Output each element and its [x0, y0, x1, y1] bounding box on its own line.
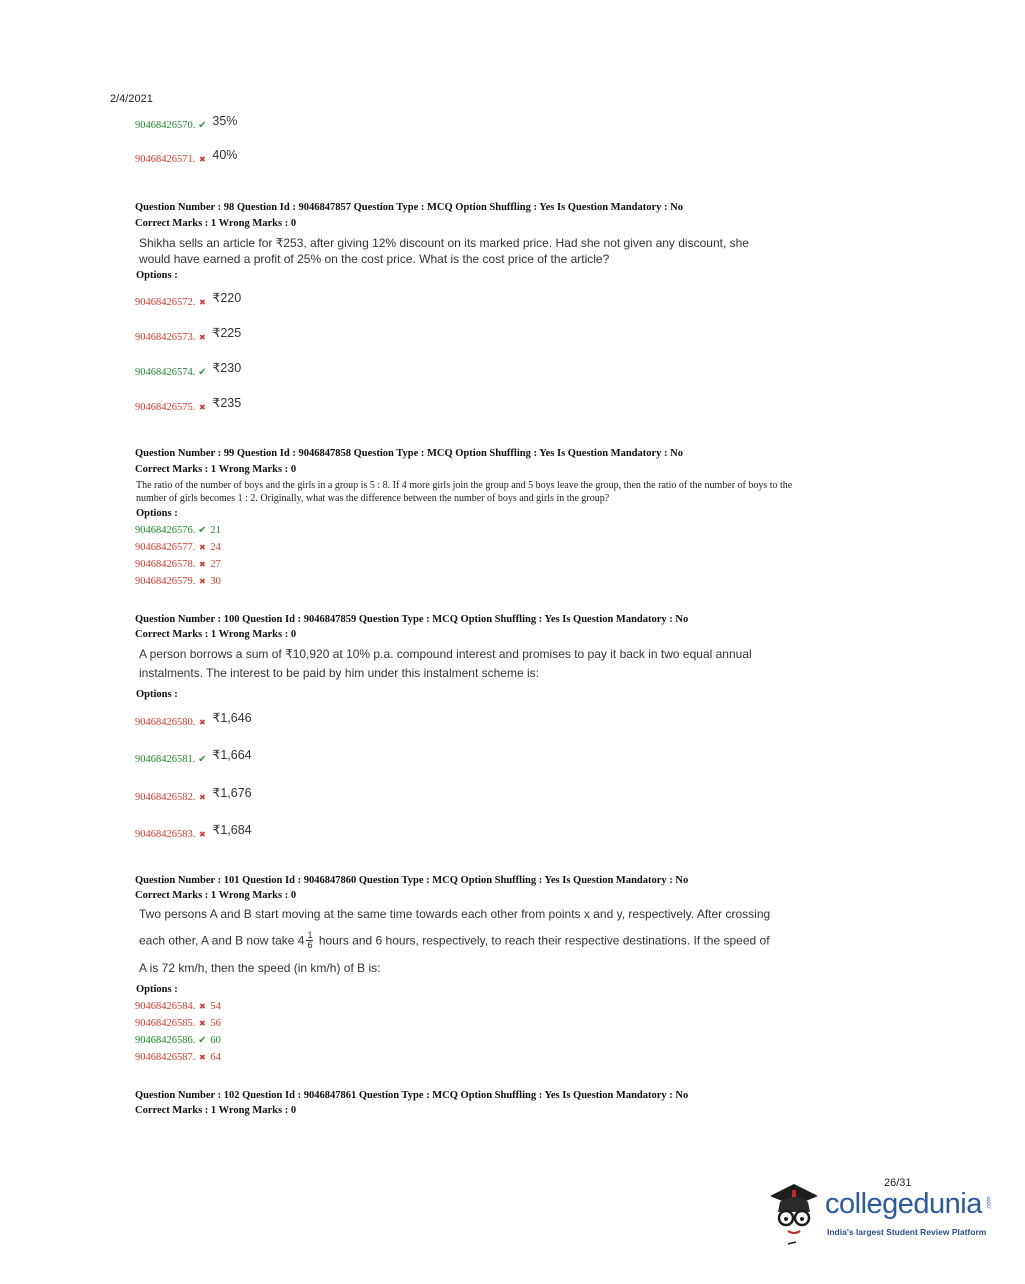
question-text-part: hours and 6 hours, respectively, to reach their respective destinations. If the speed of	[318, 933, 770, 948]
question-text: instalments. The interest to be paid by him under this instalment scheme is:	[139, 666, 539, 680]
check-icon: ✔	[198, 754, 207, 765]
option-id: 90468426587.	[135, 1052, 196, 1063]
option-value: ₹1,664	[212, 748, 252, 762]
option-id: 90468426572.	[135, 297, 196, 308]
option-row	[135, 713, 252, 728]
mascot-logo-icon	[766, 1178, 826, 1248]
question-text: Shikha sells an article for ₹253, after giving 12% discount on its marked price. Had she not given any discount, she	[139, 236, 749, 250]
option-value: 54	[210, 1001, 221, 1012]
check-icon: ✔	[198, 367, 207, 378]
option-value: 56	[210, 1018, 221, 1029]
option-row	[135, 1035, 221, 1046]
option-value: ₹1,676	[212, 786, 252, 800]
option-row	[135, 293, 241, 308]
question-text: number of girls becomes 1 : 2. Originally, what was the difference between the number of boys and girls in the group?	[136, 493, 610, 504]
cross-icon: ✖	[199, 793, 206, 802]
question-text: Two persons A and B start moving at the same time towards each other from points x and y, respectively. After crossing	[139, 907, 771, 921]
option-row	[135, 825, 252, 840]
option-id: 90468426577.	[135, 542, 196, 553]
option-id: 90468426585.	[135, 1018, 196, 1029]
option-id: 90468426581.	[135, 754, 196, 765]
question-header: Question Number : 101 Question Id : 9046847860 Question Type : MCQ Option Shuffling : Yes Is Question Mandatory : No	[135, 875, 689, 886]
cross-icon: ✖	[199, 577, 206, 586]
page-number: 26/31	[884, 1177, 912, 1189]
brand-domain: .com	[986, 1196, 993, 1210]
option-value: 30	[210, 576, 221, 587]
brand-tagline: India's largest Student Review Platform	[827, 1227, 987, 1237]
option-value: 64	[210, 1052, 221, 1063]
cross-icon: ✖	[199, 403, 206, 412]
question-header: Question Number : 98 Question Id : 9046847857 Question Type : MCQ Option Shuffling : Yes Is Question Mandatory : No	[135, 202, 683, 213]
option-row	[135, 576, 221, 587]
option-value: ₹220	[212, 291, 242, 305]
option-id: 90468426580.	[135, 717, 196, 728]
question-text-part: each other, A and B now take 4	[139, 933, 305, 948]
option-row	[135, 1018, 221, 1029]
question-marks: Correct Marks : 1 Wrong Marks : 0	[135, 218, 297, 229]
option-row	[135, 542, 221, 553]
cross-icon: ✖	[199, 543, 206, 552]
question-text	[139, 932, 770, 951]
options-label: Options :	[136, 508, 178, 519]
option-value: ₹1,646	[212, 711, 252, 725]
brand-wordmark: collegedunia	[825, 1188, 982, 1220]
question-marks: Correct Marks : 1 Wrong Marks : 0	[135, 890, 297, 901]
check-icon: ✔	[198, 120, 207, 131]
option-row	[135, 328, 241, 343]
option-value: 60	[210, 1035, 221, 1046]
option-value: ₹230	[212, 361, 242, 375]
option-value: 21	[210, 525, 221, 536]
option-id: 90468426578.	[135, 559, 196, 570]
option-value: 35%	[212, 114, 238, 128]
option-value: ₹225	[212, 326, 242, 340]
question-text: The ratio of the number of boys and the girls in a group is 5 : 8. If 4 more girls join the group and 5 boys leave the group, then the ratio of the number of boys to the	[136, 480, 793, 491]
question-marks: Correct Marks : 1 Wrong Marks : 0	[135, 1105, 297, 1116]
option-id: 90468426575.	[135, 402, 196, 413]
option-row	[135, 398, 241, 413]
cross-icon: ✖	[199, 1053, 206, 1062]
question-marks: Correct Marks : 1 Wrong Marks : 0	[135, 629, 297, 640]
cross-icon: ✖	[199, 1002, 206, 1011]
option-row	[135, 114, 238, 131]
option-row	[135, 1052, 221, 1063]
option-id: 90468426584.	[135, 1001, 196, 1012]
question-header: Question Number : 102 Question Id : 9046847861 Question Type : MCQ Option Shuffling : Yes Is Question Mandatory : No	[135, 1090, 689, 1101]
cross-icon: ✖	[199, 830, 206, 839]
question-text: A person borrows a sum of ₹10,920 at 10% p.a. compound interest and promises to pay it back in two equal annual	[139, 647, 752, 661]
options-label: Options :	[136, 984, 178, 995]
fraction-numerator: 1	[307, 930, 313, 940]
option-row	[135, 788, 252, 803]
option-row	[135, 363, 241, 378]
check-icon: ✔	[198, 1035, 207, 1046]
option-id: 90468426582.	[135, 792, 196, 803]
option-row	[135, 148, 238, 165]
option-id: 90468426576.	[135, 525, 196, 536]
option-value: ₹1,684	[212, 823, 252, 837]
fraction-denominator: 6	[307, 940, 313, 950]
option-value: 27	[210, 559, 221, 570]
question-marks: Correct Marks : 1 Wrong Marks : 0	[135, 464, 297, 475]
option-row	[135, 750, 252, 765]
cross-icon: ✖	[199, 298, 206, 307]
question-text: would have earned a profit of 25% on the cost price. What is the cost price of the article?	[139, 252, 610, 266]
question-header: Question Number : 100 Question Id : 9046847859 Question Type : MCQ Option Shuffling : Yes Is Question Mandatory : No	[135, 614, 689, 625]
cross-icon: ✖	[199, 333, 206, 342]
option-id: 90468426583.	[135, 829, 196, 840]
option-id: 90468426573.	[135, 332, 196, 343]
fraction	[306, 931, 313, 950]
option-id: 90468426571.	[135, 154, 196, 165]
option-id: 90468426570.	[135, 120, 196, 131]
cross-icon: ✖	[199, 718, 206, 727]
option-value: 40%	[212, 148, 238, 162]
option-value: ₹235	[212, 396, 242, 410]
options-label: Options :	[136, 270, 178, 281]
question-text: A is 72 km/h, then the speed (in km/h) of B is:	[139, 961, 381, 975]
print-date: 2/4/2021	[110, 93, 153, 105]
option-row	[135, 525, 221, 536]
option-value: 24	[210, 542, 221, 553]
option-id: 90468426574.	[135, 367, 196, 378]
cross-icon: ✖	[199, 560, 206, 569]
check-icon: ✔	[198, 525, 207, 536]
options-label: Options :	[136, 689, 178, 700]
cross-icon: ✖	[199, 1019, 206, 1028]
cross-icon: ✖	[199, 155, 206, 164]
option-row	[135, 1001, 221, 1012]
option-row	[135, 559, 221, 570]
option-id: 90468426579.	[135, 576, 196, 587]
option-id: 90468426586.	[135, 1035, 196, 1046]
question-header: Question Number : 99 Question Id : 9046847858 Question Type : MCQ Option Shuffling : Yes Is Question Mandatory : No	[135, 448, 683, 459]
